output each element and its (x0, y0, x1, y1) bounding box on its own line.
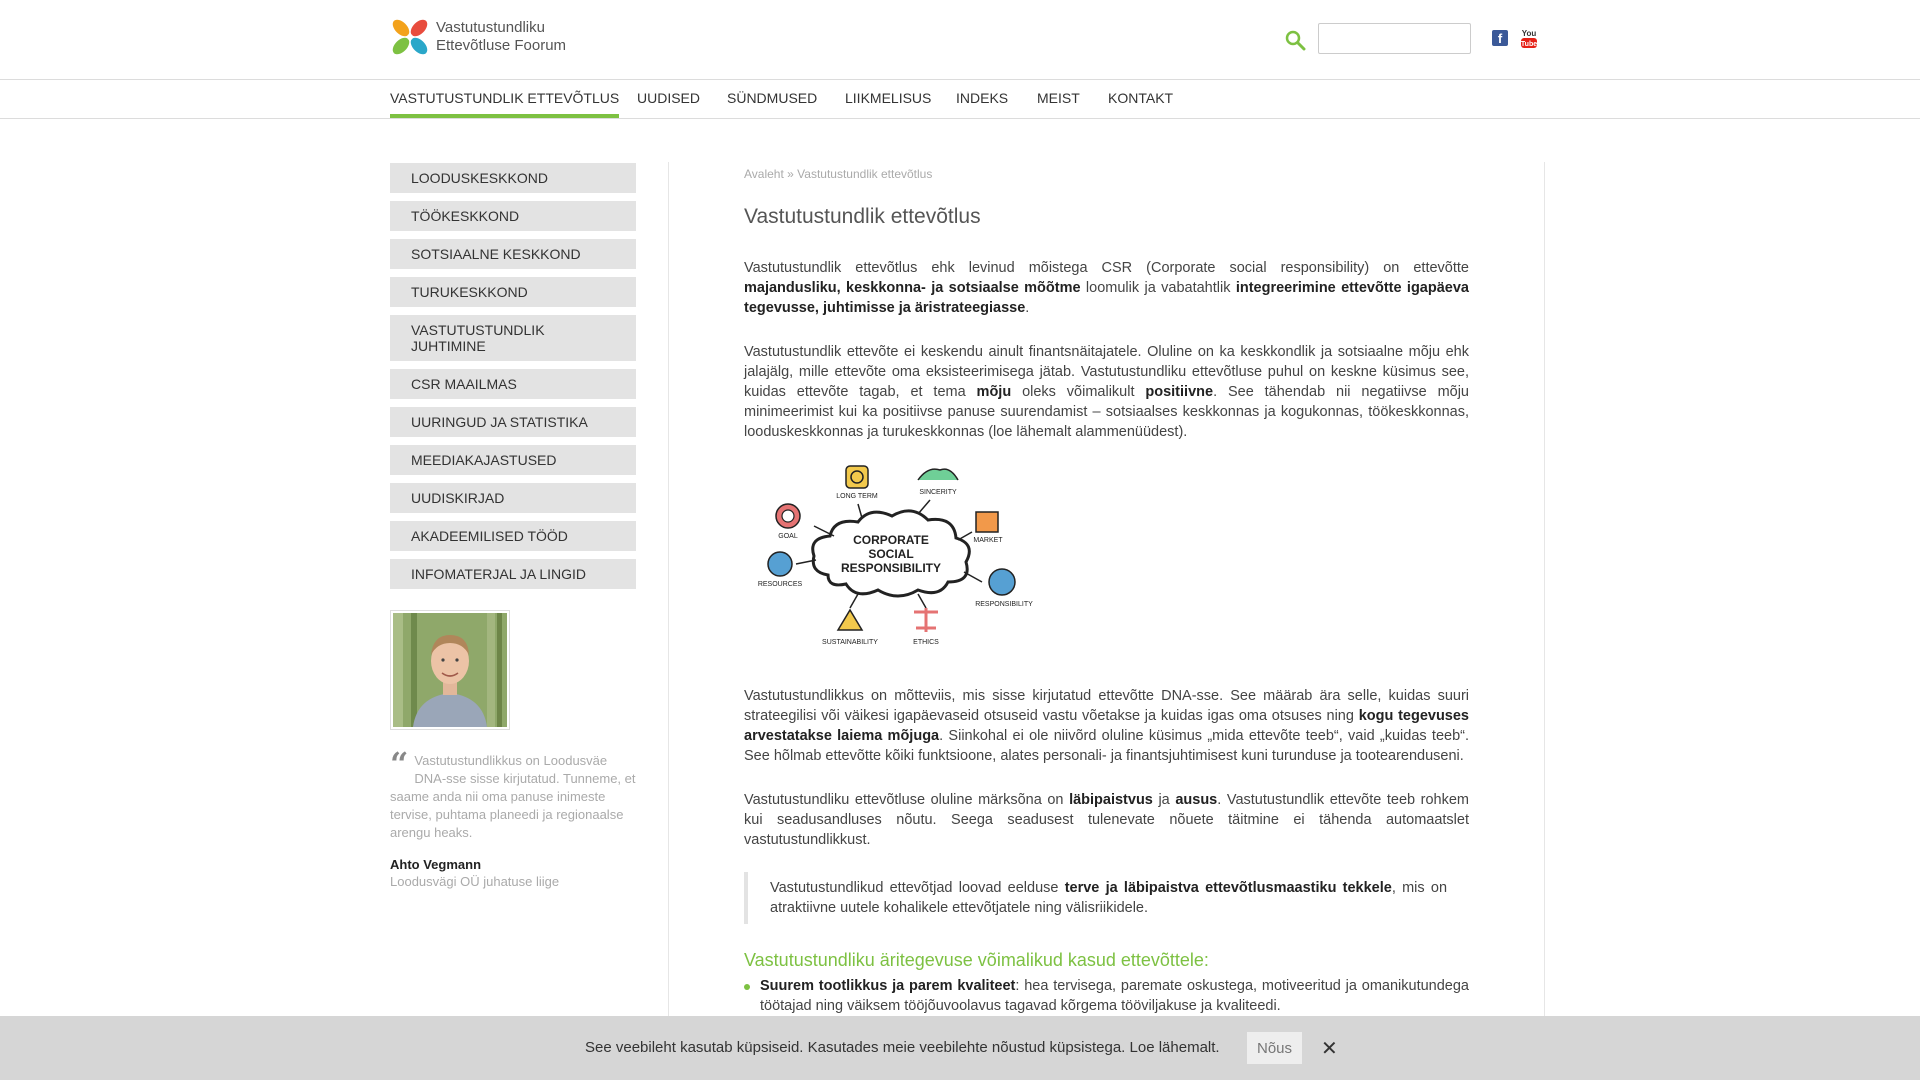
logo-line-2: Ettevõtluse Foorum (436, 37, 567, 54)
csr-center-line-1: CORPORATE (853, 533, 929, 547)
search-icon[interactable] (1284, 29, 1306, 51)
main-nav (0, 80, 1920, 119)
csr-diagram-image (758, 460, 1050, 660)
content-left-divider (668, 162, 669, 1022)
sincerity-handshake-icon (918, 469, 958, 480)
intro-paragraph: Vastutustundlik ettevõtlus ehk levinud mõistega CSR (Corporate social responsibility) on ettevõtte majandusliku, keskkonna- ja sotsiaalse mõõtme loomulik ja vabatahtlik integreerimine ettevõtte igapäeva tegevusse, juhtimisse ja äristrateegiasse. (744, 260, 1469, 316)
nav-item-liikmelisus[interactable]: LIIKMELISUS (845, 90, 932, 106)
csr-center-line-3: RESPONSIBILITY (840, 561, 942, 575)
sidebar-item-looduskeskkond[interactable]: LOODUSKESKKOND (390, 163, 636, 193)
logo-text (436, 19, 566, 55)
sidebar-quote (390, 745, 636, 842)
person-portrait-icon (393, 613, 507, 727)
csr-label-responsibility: RESPONSIBILITY (975, 601, 1033, 608)
sidebar-quote-text: Vastutustundlikkus on Loodusväe DNA-sse sisse kirjutatud. Tunneme, et saame anda nii oma panuse inimeste tervise, puhtama planeedi ja regionaalse arengu heaks. (390, 753, 636, 840)
csr-label-sincerity: SINCERITY (919, 489, 957, 496)
nav-item-meist[interactable]: MEIST (1037, 90, 1080, 106)
logo-line-1: Vastutustundliku (436, 19, 545, 36)
transparency-paragraph: Vastutustundliku ettevõtluse oluline märksõna on läbipaistvus ja ausus. Vastutustundlik ettevõte teeb rohkem kui seadusandluses nõutu. Seega seadusest tulenevate nõuete täitmine ei tähenda automaatslet vastutustundlikkust. (744, 792, 1470, 848)
csr-label-market: MARKET (973, 537, 1003, 544)
sidebar-item-csr-maailmas[interactable]: CSR MAAILMAS (390, 369, 636, 399)
youtube-icon[interactable] (1521, 28, 1537, 48)
csr-label-goal: GOAL (778, 533, 798, 540)
page-title: Vastutustundlik ettevõtlus (744, 205, 981, 228)
quote-author-photo (390, 610, 510, 730)
site-logo[interactable] (390, 17, 566, 57)
sidebar-item-infomaterjal-ja-lingid[interactable]: INFOMATERJAL JA LINGID (390, 559, 636, 589)
sidebar-item-turukeskkond[interactable]: TURUKESKKOND (390, 277, 636, 307)
ethics-scales-icon (914, 608, 938, 632)
csr-center-line-2: SOCIAL (868, 547, 914, 561)
resources-cycle-icon (768, 552, 792, 576)
sidebar-item-uudiskirjad[interactable]: UUDISKIRJAD (390, 483, 636, 513)
breadcrumb-separator: » (783, 167, 798, 181)
sidebar-menu (390, 163, 636, 597)
facebook-icon[interactable]: f (1492, 30, 1508, 46)
csr-label-long-term: LONG TERM (836, 493, 878, 500)
close-icon[interactable]: ✕ (1321, 1038, 1338, 1060)
site-header (0, 0, 1920, 80)
market-boxes-icon (976, 512, 998, 532)
benefit-list-item: Suurem tootlikkus ja parem kvaliteet: hea tervisega, paremate oskustega, motiveeritud ja omanikutundega töötajad ning väiksem tööjõuvoolavus tagavad kõrgema tööviljakuse ja kvaliteedi. (744, 976, 1469, 1016)
content-blockquote: Vastutustundlikud ettevõtjad loovad eelduse terve ja läbipaistva ettevõtlusmaastiku tekkele, mis on atraktiivne uutele kohalikele ettevõtjatele ning välisriikidele. (744, 872, 1469, 924)
sidebar-item-akadeemilised-tood[interactable]: AKADEEMILISED TÖÖD (390, 521, 636, 551)
quote-author-name: Ahto Vegmann (390, 857, 482, 872)
sustainability-recycle-icon (838, 610, 862, 630)
long-term-clock-icon (846, 466, 868, 488)
nav-item-indeks[interactable]: INDEKS (956, 90, 1009, 106)
csr-label-ethics: ETHICS (913, 639, 939, 646)
nav-item-kontakt[interactable]: KONTAKT (1108, 90, 1174, 106)
cookie-accept-button[interactable]: Nõus (1247, 1032, 1302, 1064)
quote-mark-icon: “ (390, 745, 409, 783)
sidebar-item-uuringud-ja-statistika[interactable]: UURINGUD JA STATISTIKA (390, 407, 636, 437)
nav-item-vastutustundlik-ettevotlus[interactable]: VASTUTUSTUNDLIK ETTEVÕTLUS (390, 80, 619, 118)
sidebar-item-tookeskkond[interactable]: TÖÖKESKKOND (390, 201, 636, 231)
breadcrumb (744, 164, 1469, 184)
breadcrumb-home[interactable]: Avaleht (744, 167, 784, 181)
sidebar-item-meediakajastused[interactable]: MEEDIAKAJASTUSED (390, 445, 636, 475)
csr-label-resources: RESOURCES (758, 581, 803, 588)
breadcrumb-current: Vastutustundlik ettevõtlus (797, 167, 933, 181)
content-right-divider (1544, 162, 1545, 1022)
cookie-consent-bar (0, 1016, 1920, 1080)
csr-label-sustainability: SUSTAINABILITY (822, 639, 878, 646)
mindset-paragraph: Vastutustundlikkus on mõtteviis, mis sisse kirjutatud ettevõtte DNA-sse. See määrab ära selle, kuidas suuri strateegilisi või väikesi igapäevaseid otsuseid vastu võetakse ja kuidas igas oma otsuses ning kogu tegevuses arvestatakse laiema mõjuga. Siinkohal ei ole niivõrd oluline küsimus „mida ettevõte teeb“, vaid „kuidas teeb“. See hõlmab ettevõtte kõiki funktsioone, alates personali- ja finantsjuhtimisest kuni turunduse ja tootearenduseni. (744, 688, 1470, 764)
sidebar-item-sotsiaalne-keskkond[interactable]: SOTSIAALNE KESKKOND (390, 239, 636, 269)
main-content (744, 160, 1469, 1016)
quote-author-role: Loodusvägi OÜ juhatuse liige (390, 874, 560, 889)
svg-text:You: You (1521, 29, 1537, 38)
nav-item-uudised[interactable]: UUDISED (637, 90, 701, 106)
search-input[interactable] (1318, 23, 1471, 54)
nav-item-sundmused[interactable]: SÜNDMUSED (727, 90, 818, 106)
impact-paragraph: Vastutustundlik ettevõte ei keskendu ainult finantsnäitajatele. Oluline on ka keskkondlik ja sotsiaalne mõju ehk jalajälg, mille ettevõte oma eksisteerimisega jätab. Vastutustundliku ettevõtluse puhul on keskne küsimus see, kuidas ettevõte tagab, et tema mõju oleks võimalikult positiivne. See tähendab nii negatiivse mõju minimeerimist kui ka positiivse panuse suurendamist – sotsiaalses keskkonnas ja kogukonnas, töökeskkonnas, looduskeskkonnas ja turukeskkonnas (loe lähemalt alammenüüdest). (744, 344, 1469, 440)
responsibility-globe-icon (989, 569, 1015, 595)
svg-text:Tube: Tube (1521, 41, 1537, 48)
logo-leaf-icon (390, 17, 430, 57)
cookie-consent-text[interactable]: See veebileht kasutab küpsiseid. Kasutades meie veebilehte nõustud küpsistega. Loe lähemalt. (585, 1039, 1220, 1056)
sidebar-item-vastutustundlik-juhtimine[interactable]: VASTUTUSTUNDLIK JUHTIMINE (390, 315, 636, 361)
benefits-heading: Vastutustundliku äritegevuse võimalikud kasud ettevõttele: (744, 950, 1209, 970)
